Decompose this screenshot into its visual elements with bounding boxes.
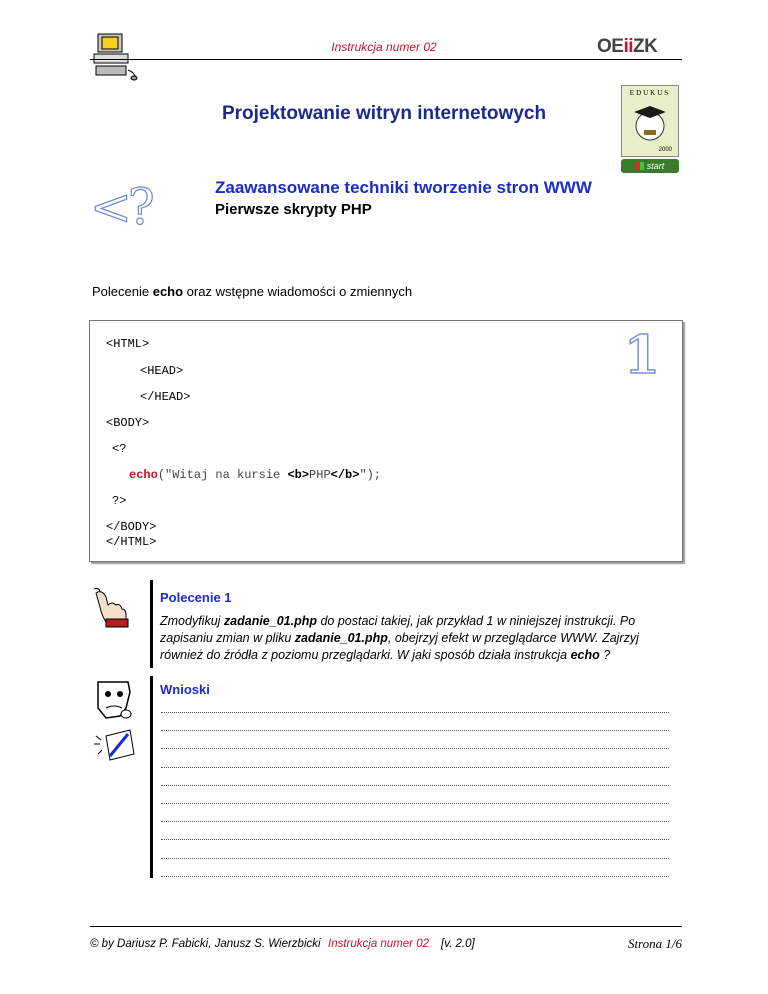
code-head-close: </HEAD> — [140, 390, 191, 404]
code-head-open: <HEAD> — [140, 364, 184, 378]
start-button[interactable]: start — [621, 159, 679, 173]
footer-version: [v. 2.0] — [441, 938, 475, 950]
code-html-open: <HTML> — [106, 337, 150, 351]
graduate-icon — [622, 98, 678, 144]
footer-authors: © by Dariusz P. Fabicki, Janusz S. Wierzbicki — [90, 938, 321, 950]
page-title: Projektowanie witryn internetowych — [221, 103, 547, 124]
code-php-close: ?> — [112, 494, 127, 508]
answer-line — [161, 748, 669, 749]
task-title: Polecenie 1 — [160, 590, 232, 605]
code-example-box — [89, 320, 683, 562]
badge-year: 2000 — [658, 147, 672, 153]
footer-page-number: Strona 1/6 — [627, 936, 682, 951]
answer-line — [161, 821, 669, 822]
edukus-badge — [621, 85, 681, 175]
thinking-face-icon — [92, 678, 136, 722]
footer-instruction-label: Instrukcja numer 02 — [328, 938, 429, 950]
computer-icon — [92, 30, 138, 82]
windows-flag-icon — [636, 162, 644, 170]
php-tag-icon: <? — [90, 178, 151, 236]
footer-divider — [90, 926, 682, 927]
answer-line — [161, 767, 669, 768]
task-text: Zmodyfikuj zadanie_01.php do postaci takiej, jak przykład 1 w niniejszej instrukcji. Po zapisaniu zmian w pliku zadanie_01.php, obejrzyj efekt w przeglądarce WWW. Zajrzyj również do źródła z poziomu przeglądarki. W jaki sposób działa instrukcja echo ? — [160, 614, 639, 662]
example-number: 1 — [623, 325, 660, 386]
code-echo-line: echo("Witaj na kursie <b>PHP</b>"); — [129, 468, 382, 482]
task-divider — [150, 580, 153, 668]
section-subtitle-secondary: Pierwsze skrypty PHP — [215, 201, 372, 218]
header-divider — [90, 59, 682, 60]
oeiizk-logo: OEiiZK — [597, 36, 658, 57]
section-subtitle: Zaawansowane techniki tworzenie stron WWW — [215, 178, 592, 197]
badge-top-text: EDUKUS — [629, 89, 671, 97]
header-instruction-label: Instrukcja numer 02 — [331, 40, 437, 54]
answer-line — [161, 803, 669, 804]
code-php-open: <? — [112, 442, 127, 456]
answer-line — [161, 876, 669, 877]
answer-line — [161, 858, 669, 859]
answer-line — [161, 712, 669, 713]
lead-text: Polecenie echo oraz wstępne wiadomości o zmiennych — [92, 284, 413, 299]
pointing-hand-icon — [92, 585, 132, 629]
code-body-open: <BODY> — [106, 416, 150, 430]
pen-writing-icon — [92, 724, 138, 768]
code-html-close: </HTML> — [106, 535, 157, 549]
code-body-close: </BODY> — [106, 520, 157, 534]
answer-line — [161, 730, 669, 731]
answer-line — [161, 839, 669, 840]
conclusions-divider — [150, 676, 153, 878]
answer-line — [161, 785, 669, 786]
conclusions-title: Wnioski — [160, 682, 210, 697]
